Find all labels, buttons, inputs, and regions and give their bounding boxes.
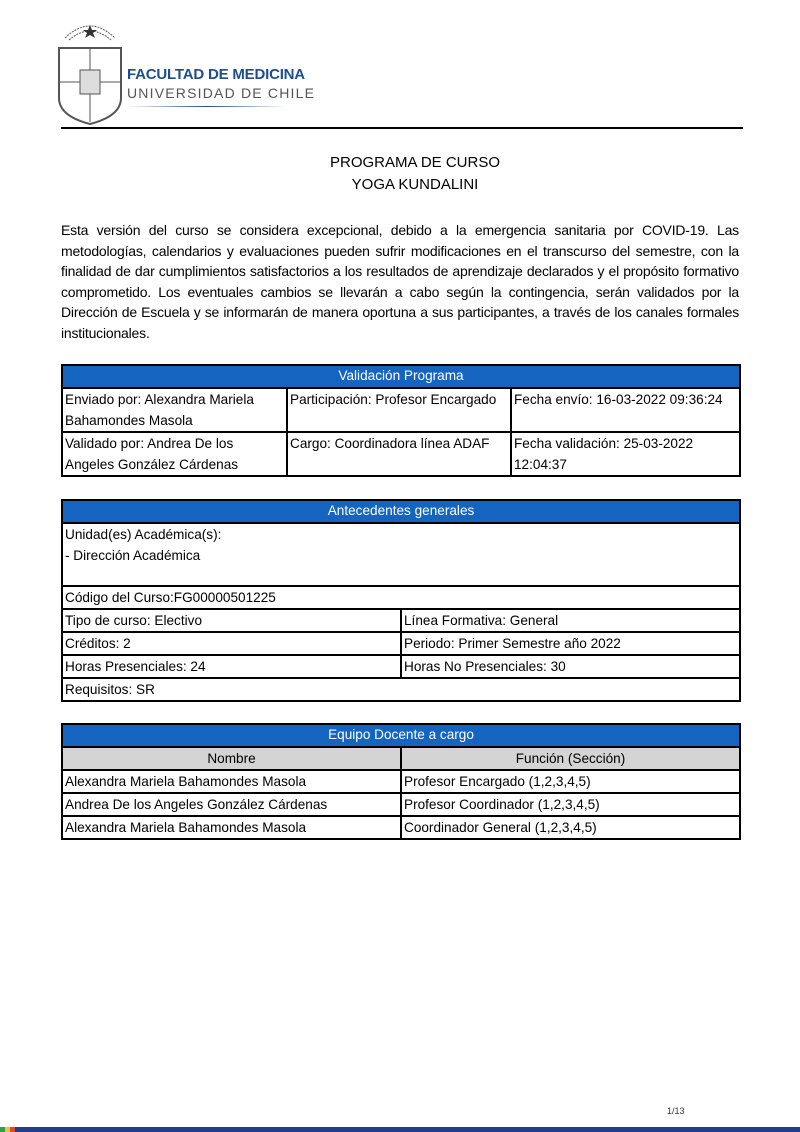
header-rule <box>61 127 743 129</box>
member-function: Coordinador General (1,2,3,4,5) <box>401 816 740 839</box>
table-row <box>62 793 740 816</box>
role: Cargo: Coordinadora línea ADAF <box>287 432 511 476</box>
validation-heading: Validación Programa <box>62 365 740 388</box>
general-heading: Antecedentes generales <box>62 500 740 523</box>
sent-date: Fecha envío: 16-03-2022 09:36:24 <box>511 388 740 432</box>
logo-faculty: FACULTAD DE MEDICINA <box>127 66 305 83</box>
formative-line: Línea Formativa: General <box>401 609 740 632</box>
requirements: Requisitos: SR <box>62 678 740 701</box>
sent-by: Enviado por: Alexandra Mariela Bahamondes Masola <box>62 388 287 432</box>
member-function: Profesor Coordinador (1,2,3,4,5) <box>401 793 740 816</box>
university-logo <box>55 18 316 126</box>
doc-title: PROGRAMA DE CURSO <box>329 154 501 171</box>
validation-table <box>61 364 741 477</box>
col-name: Nombre <box>62 747 401 770</box>
page-number: 1/13 <box>667 1106 685 1116</box>
validation-date: Fecha validación: 25-03-2022 12:04:37 <box>511 432 740 476</box>
course-code: Código del Curso:FG00000501225 <box>62 586 740 609</box>
col-function: Función (Sección) <box>401 747 740 770</box>
credits: Créditos: 2 <box>62 632 401 655</box>
unit-label: Unidad(es) Académica(s): <box>65 526 222 542</box>
footer-bar <box>0 1127 800 1132</box>
unit-value: - Dirección Académica <box>65 547 201 563</box>
logo-university: UNIVERSIDAD DE CHILE <box>127 85 316 101</box>
crest-icon <box>55 18 125 126</box>
table-row <box>62 816 740 839</box>
member-name: Alexandra Mariela Bahamondes Masola <box>62 770 401 793</box>
course-type: Tipo de curso: Electivo <box>62 609 401 632</box>
remote-hours: Horas No Presenciales: 30 <box>401 655 740 678</box>
member-function: Profesor Encargado (1,2,3,4,5) <box>401 770 740 793</box>
general-info-table <box>61 499 741 702</box>
validated-by: Validado por: Andrea De los Angeles González Cárdenas <box>62 432 287 476</box>
participation: Participación: Profesor Encargado <box>287 388 511 432</box>
intro-paragraph: Esta versión del curso se considera excepcional, debido a la emergencia sanitaria por COVID-19. Las metodologías, calendarios y evaluaciones pueden sufrir modificaciones en el transcurso del semestre, con la finalidad de dar cumplimientos satisfactorios a los resultados de aprendizaje declarados y el propósito formativo comprometido. Los eventuales cambios se llevarán a cabo según la contingencia, serán validados por la Dirección de Escuela y se informarán de manera oportuna a sus participantes, a través de los canales formales institucionales. <box>61 222 739 341</box>
logo-underline <box>127 106 287 107</box>
table-row <box>62 770 740 793</box>
member-name: Alexandra Mariela Bahamondes Masola <box>62 816 401 839</box>
document-body <box>61 152 739 840</box>
member-name: Andrea De los Angeles González Cárdenas <box>62 793 401 816</box>
team-heading: Equipo Docente a cargo <box>62 724 740 747</box>
in-person-hours: Horas Presenciales: 24 <box>62 655 401 678</box>
period: Periodo: Primer Semestre año 2022 <box>401 632 740 655</box>
teaching-team-table <box>61 723 741 840</box>
course-name: YOGA KUNDALINI <box>351 176 479 193</box>
